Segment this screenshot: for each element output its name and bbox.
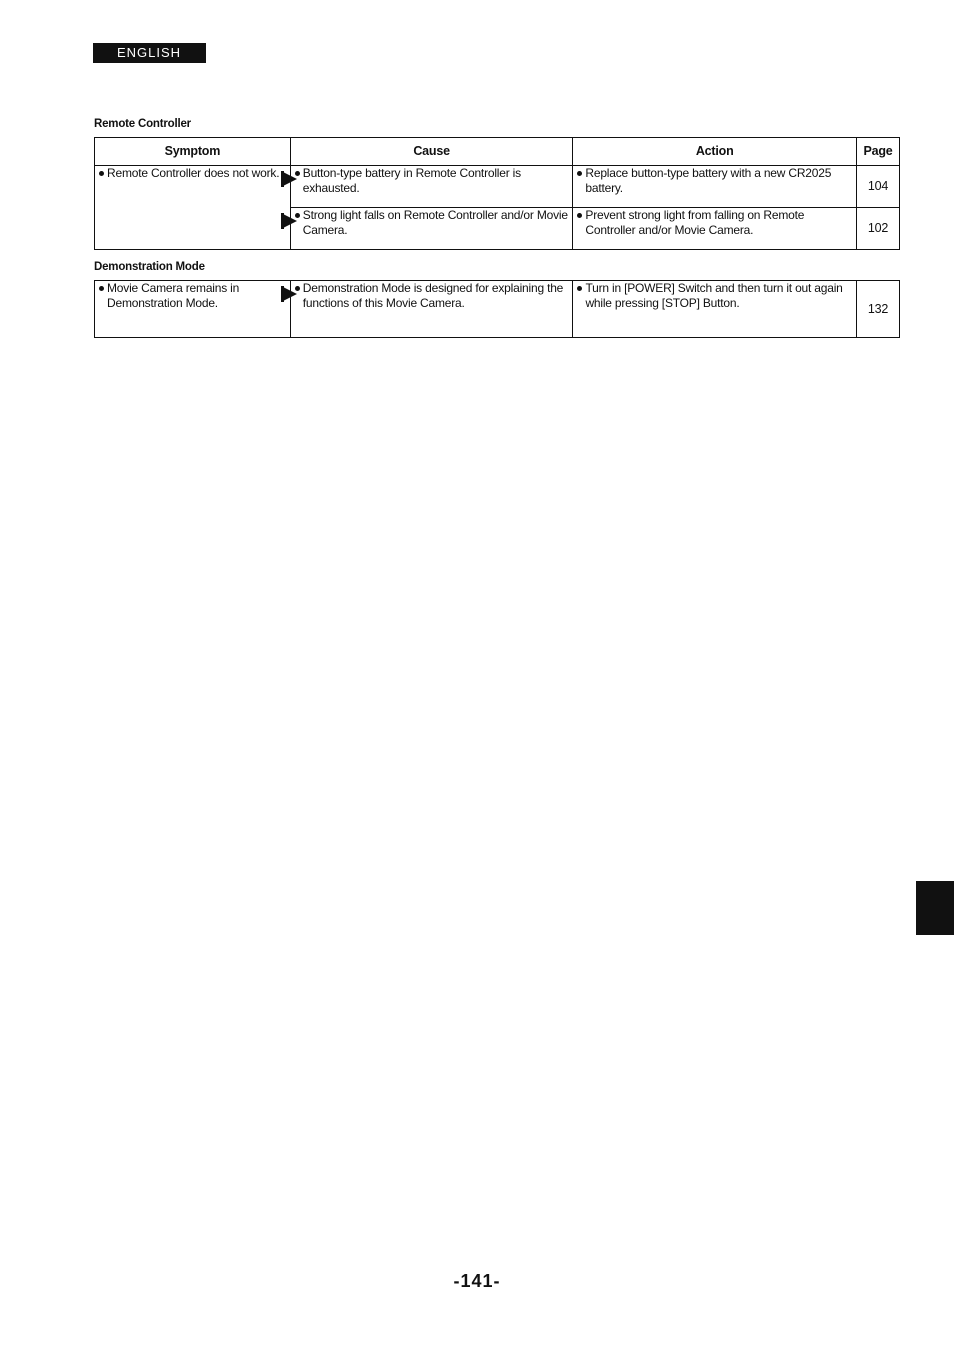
cause-cell: [290, 166, 573, 208]
table-row: [95, 166, 900, 208]
table-header-row: [95, 138, 900, 166]
column-header-symptom: Symptom: [95, 138, 291, 166]
symptom-cell: [95, 281, 291, 338]
action-cell: [573, 208, 857, 250]
section-title-demonstration-mode: Demonstration Mode: [94, 261, 205, 273]
cause-cell: [290, 281, 573, 338]
column-header-action: Action: [573, 138, 857, 166]
column-header-page: Page: [857, 138, 900, 166]
action-cell: [573, 166, 857, 208]
action-cell: [573, 281, 857, 338]
action-text: Turn in [POWER] Switch and then turn it out again while pressing [STOP] Button.: [573, 281, 856, 310]
page-number: -141-: [453, 1271, 501, 1291]
action-text: Prevent strong light from falling on Remote Controller and/or Movie Camera.: [573, 208, 856, 237]
chapter-tab-marker: [916, 881, 954, 935]
column-header-cause: Cause: [290, 138, 573, 166]
symptom-cell: [95, 166, 291, 250]
cause-text: Strong light falls on Remote Controller and/or Movie Camera.: [291, 208, 573, 237]
page-ref: 132: [857, 281, 900, 338]
action-text: Replace button-type battery with a new CR2025 battery.: [573, 166, 856, 195]
symptom-text: Movie Camera remains in Demonstration Mode.: [95, 281, 290, 310]
section-title-remote-controller: Remote Controller: [94, 118, 191, 130]
table-row: [95, 281, 900, 338]
remote-controller-table: [94, 137, 900, 250]
language-badge: ENGLISH: [93, 43, 206, 63]
demonstration-mode-table: [94, 280, 900, 338]
cause-text: Button-type battery in Remote Controller is exhausted.: [291, 166, 573, 195]
symptom-text: Remote Controller does not work.: [95, 166, 290, 181]
cause-text: Demonstration Mode is designed for explaining the functions of this Movie Camera.: [291, 281, 573, 310]
cause-cell: [290, 208, 573, 250]
page-ref: 104: [857, 166, 900, 208]
page-ref: 102: [857, 208, 900, 250]
